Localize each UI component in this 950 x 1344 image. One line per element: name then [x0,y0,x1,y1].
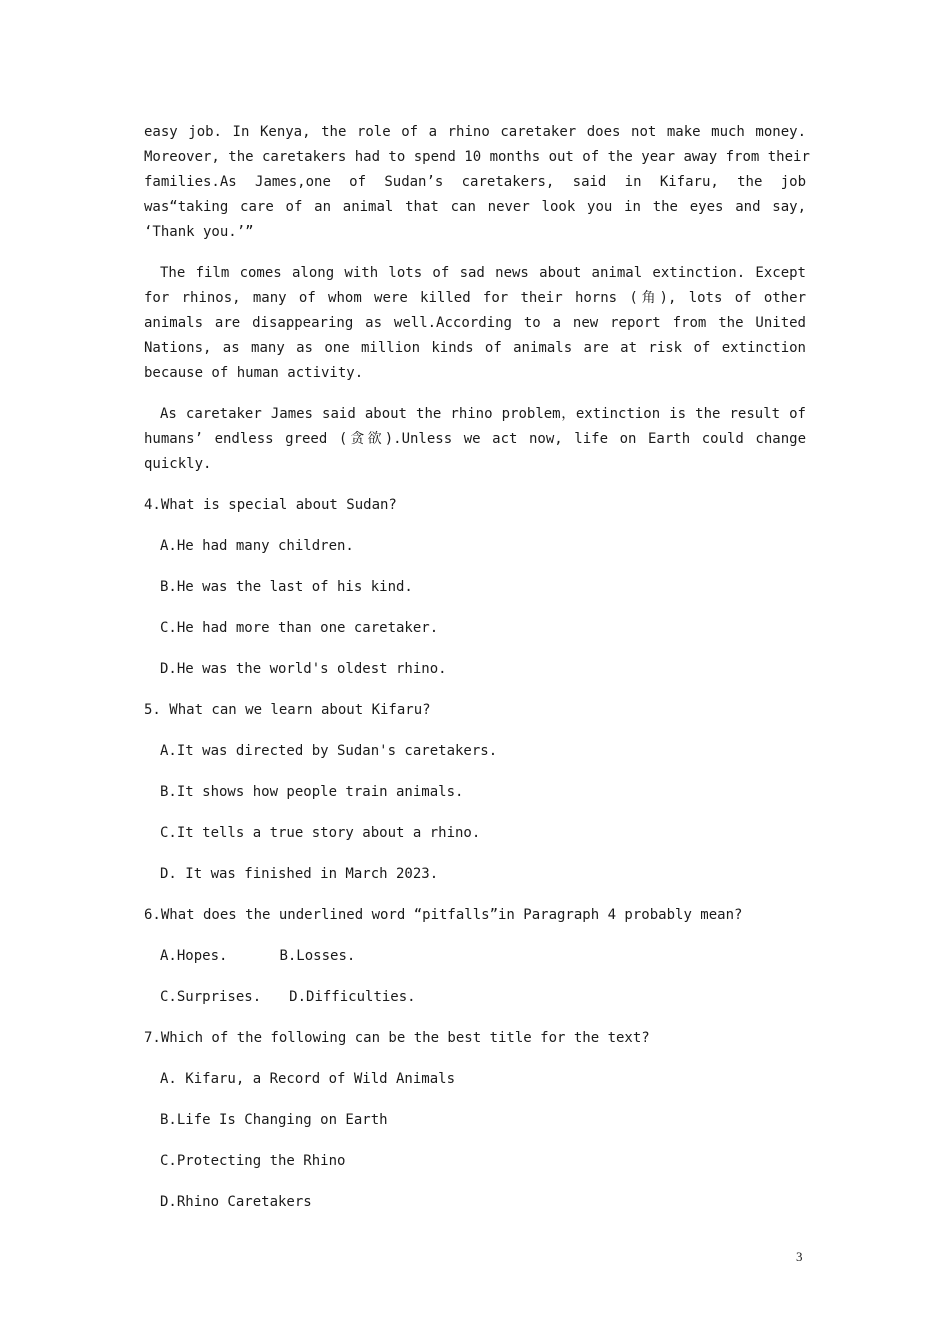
question-6-option-c: C.Surprises. [160,989,262,1005]
text-line: animals are disappearing as well.According to a new report from the United [144,315,806,331]
question-7-option-c: C.Protecting the Rhino [160,1153,346,1169]
question-5-option-d: D. It was finished in March 2023. [160,866,439,882]
question-6-stem: 6.What does the underlined word “pitfalls”in Paragraph 4 probably mean? [144,907,743,923]
page-number: 3 [796,1249,803,1264]
text-line: The film comes along with lots of sad news about animal extinction. Except [160,265,806,281]
text-line: As caretaker James said about the rhino problem，extinction is the result of [160,406,806,422]
question-7-option-d: D.Rhino Caretakers [160,1194,312,1210]
text-line: Nations, as many as one million kinds of animals are at risk of extinction [144,340,806,356]
question-4-option-a: A.He had many children. [160,538,354,554]
passage-paragraph-2 [144,261,806,386]
question-6-option-a: A.Hopes. [160,948,228,964]
question-6-options-row-1 [144,944,806,969]
question-4-option-d: D.He was the world's oldest rhino. [160,661,447,677]
question-7-stem: 7.Which of the following can be the best title for the text? [144,1030,650,1046]
question-5-stem: 5. What can we learn about Kifaru? [144,702,431,718]
text-line: for rhinos, many of whom were killed for their horns (角), lots of other [144,290,806,306]
passage-paragraph-1 [144,120,810,245]
question-5-option-a: A.It was directed by Sudan's caretakers. [160,743,498,759]
text-line: ‘Thank you.’” [144,224,254,240]
question-4-stem: 4.What is special about Sudan? [144,497,397,513]
text-line: families.As James,one of Sudan’s caretakers, said in Kifaru, the job [144,174,806,190]
document-page [144,120,810,1231]
text-line: because of human activity. [144,365,364,381]
question-6-options-row-2 [144,985,806,1010]
passage-paragraph-3 [144,402,806,477]
question-5-option-b: B.It shows how people train animals. [160,784,464,800]
text-line: humans’ endless greed (贪欲).Unless we act now, life on Earth could change [144,431,806,447]
question-7-option-a: A. Kifaru, a Record of Wild Animals [160,1071,456,1087]
text-line: easy job. In Kenya, the role of a rhino caretaker does not make much money. [144,124,806,140]
question-6-option-d: D.Difficulties. [289,989,416,1005]
question-6-option-b: B.Losses. [279,948,356,964]
question-7-option-b: B.Life Is Changing on Earth [160,1112,388,1128]
question-5-option-c: C.It tells a true story about a rhino. [160,825,481,841]
question-4-option-c: C.He had more than one caretaker. [160,620,439,636]
question-4-option-b: B.He was the last of his kind. [160,579,413,595]
text-line: quickly. [144,456,212,472]
text-line: Moreover, the caretakers had to spend 10 months out of the year away from their [144,149,810,165]
text-line: was“taking care of an animal that can never look you in the eyes and say, [144,199,806,215]
